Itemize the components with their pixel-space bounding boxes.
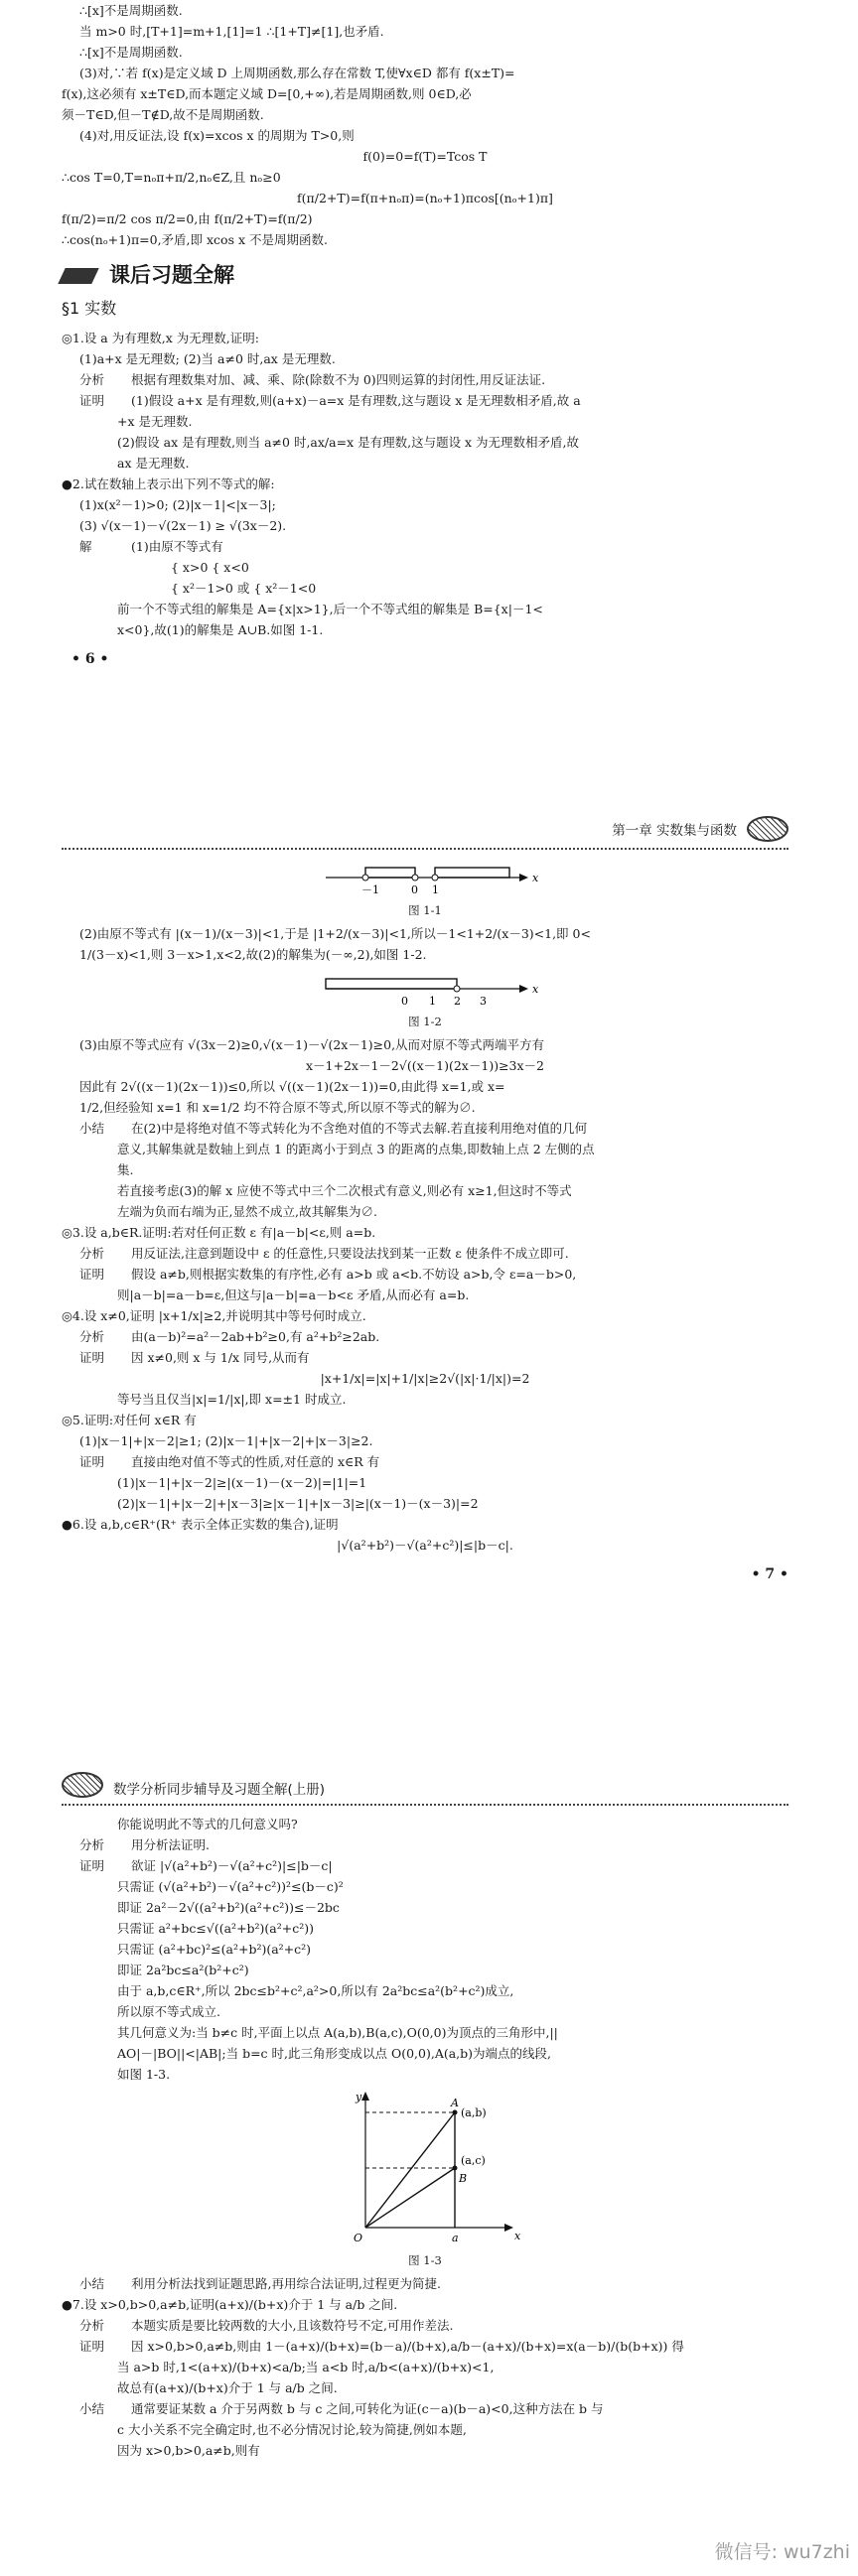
text-line xyxy=(62,1326,788,1347)
step-text: 用反证法,注意到题设中 ε 的任意性,只要设法找到某一正数 ε 使条件不成立即可. xyxy=(131,1246,569,1261)
exercises-2-to-6 xyxy=(62,1034,788,1556)
step-label: 证明 xyxy=(79,1350,105,1365)
step-label: 证明 xyxy=(79,1858,105,1873)
text-line: { x²－1>0 或 { x²－1<0 xyxy=(171,581,317,596)
figure-1-1 xyxy=(62,858,788,919)
step-text: 欲证 |√(a²+b²)－√(a²+c²)|≤|b－c| xyxy=(131,1858,333,1873)
text-line: 左端为负而右端为正,显然不成立,故其解集为∅. xyxy=(117,1204,377,1219)
text-line: ◎4.设 x≠0,证明 |x+1/x|≥2,并说明其中等号何时成立. xyxy=(62,1308,366,1323)
step-text: 在(2)中是将绝对值不等式转化为不含绝对值的不等式去解.若直接利用绝对值的几何 xyxy=(131,1121,588,1136)
text-line xyxy=(62,2315,788,2336)
step-label: 小结 xyxy=(79,2276,105,2291)
text-line: (3)对,∵若 f(x)是定义域 D 上周期函数,那么存在常数 T,使∀x∈D 都有 f(x±T)= xyxy=(79,66,515,80)
point-coord-label: (a,c) xyxy=(461,2154,486,2167)
text-line xyxy=(62,2336,788,2357)
text-line: ●2.试在数轴上表示出下列不等式的解: xyxy=(62,476,275,491)
step-text: 由(a－b)²=a²－2ab+b²≥0,有 a²+b²≥2ab. xyxy=(131,1329,380,1344)
text-line: |x+1/x|=|x|+1/|x|≥2√(|x|·1/|x|)=2 xyxy=(320,1371,530,1386)
text-line: 由于 a,b,c∈R⁺,所以 2bc≤b²+c²,a²>0,所以有 2a²bc≤a²(b²+c²)成立, xyxy=(117,1983,514,1998)
step-label: 小结 xyxy=(79,2401,105,2416)
text-line: 如图 1-3. xyxy=(117,2067,171,2082)
text-line: ∴cos(nₒ+1)π=0,矛盾,即 xcos x 不是周期函数. xyxy=(62,232,328,247)
step-text: 利用分析法找到证题思路,再用综合法证明,过程更为简捷. xyxy=(131,2276,441,2291)
tick-label: 2 xyxy=(454,995,461,1008)
tick-label: a xyxy=(452,2232,459,2244)
step-label: 分析 xyxy=(79,1329,105,1344)
page-number: • 7 • xyxy=(751,1566,788,1582)
step-text: 用分析法证明. xyxy=(131,1837,210,1852)
page-7 xyxy=(0,806,858,1759)
text-line: 须－T∈D,但－T∉D,故不是周期函数. xyxy=(62,107,264,122)
tick-label: 0 xyxy=(401,995,408,1008)
number-line-1-2 xyxy=(306,969,544,1009)
text-line xyxy=(62,1243,788,1264)
text-line: (1)|x－1|+|x－2|≥|(x－1)－(x－2)|=|1|=1 xyxy=(117,1475,367,1490)
text-line: (1)a+x 是无理数; (2)当 a≠0 时,ax 是无理数. xyxy=(79,351,336,366)
section-heading xyxy=(62,260,788,290)
text-line: (4)对,用反证法,设 f(x)=xcos x 的周期为 T>0,则 xyxy=(79,128,355,143)
exercise-2-part-2 xyxy=(62,923,788,965)
text-line: 等号当且仅当|x|=1/|x|,即 x=±1 时成立. xyxy=(117,1392,347,1407)
text-line: 集. xyxy=(117,1162,134,1177)
text-line: 1/2,但经验知 x=1 和 x=1/2 均不符合原不等式,所以原不等式的解为∅. xyxy=(79,1100,476,1115)
step-label: 分析 xyxy=(79,1246,105,1261)
text-line: ∴cos T=0,T=nₒπ+π/2,nₒ∈Z,且 nₒ≥0 xyxy=(62,170,281,185)
figure-1-2 xyxy=(62,969,788,1030)
text-line xyxy=(62,1347,788,1368)
text-line: ∴[x]不是周期函数. xyxy=(79,45,183,60)
step-text: 因 x>0,b>0,a≠b,则由 1－(a+x)/(b+x)=(b－a)/(b+x),a/b－(a+x)/(b+x)=x(a－b)/(b(b+x)) 得 xyxy=(131,2339,684,2354)
text-line: (1)x(x²－1)>0; (2)|x－1|<|x－3|; xyxy=(79,497,276,512)
step-label: 分析 xyxy=(79,2318,105,2333)
step-text: 假设 a≠b,则根据实数集的有序性,必有 a>b 或 a<b.不妨设 a>b,令 ε=a－b>0, xyxy=(131,1267,577,1282)
text-line: 即证 2a²－2√((a²+b²)(a²+c²))≤－2bc xyxy=(117,1900,340,1915)
text-line: f(x),这必须有 x±T∈D,而本题定义域 D=[0,+∞),若是周期函数,则 0∈D,必 xyxy=(62,86,472,101)
text-line: f(0)=0=f(T)=Tcos T xyxy=(362,149,488,164)
subsection-title: §1 实数 xyxy=(62,299,117,318)
watermark: 微信号: wu7zhi xyxy=(714,2541,850,2563)
text-line: 你能说明此不等式的几何意义吗? xyxy=(117,1817,298,1831)
text-line: 只需证 a²+bc≤√((a²+b²)(a²+c²)) xyxy=(117,1921,315,1936)
step-label: 证明 xyxy=(79,1454,105,1469)
text-line: AO|－|BO||<|AB|;当 b=c 时,此三角形变成以点 O(0,0),A(a,b)为端点的线段, xyxy=(117,2046,552,2061)
step-label: 证明 xyxy=(79,393,105,408)
text-line: (3) √(x－1)－√(2x－1) ≥ √(3x－2). xyxy=(79,518,287,533)
axis-label: y xyxy=(356,2091,362,2103)
text-line: 当 m>0 时,[T+1]=m+1,[1]=1 ∴[1+T]≠[1],也矛盾. xyxy=(79,24,384,39)
text-line: c 大小关系不完全确定时,也不必分情况讨论,较为简捷,例如本题, xyxy=(117,2422,467,2437)
tick-label: 0 xyxy=(411,883,418,896)
figure-caption: 图 1-1 xyxy=(408,903,442,917)
text-line: 即证 2a²bc≤a²(b²+c²) xyxy=(117,1963,249,1977)
text-line: 意义,其解集就是数轴上到点 1 的距离小于到点 3 的距离的点集,即数轴上点 2 左侧的点 xyxy=(117,1142,595,1156)
text-line xyxy=(62,2398,788,2419)
text-line xyxy=(62,1834,788,1855)
tick-label: －1 xyxy=(361,883,379,896)
text-line: 1/(3－x)<1,则 3－x>1,x<2,故(2)的解集为(－∞,2),如图 1-2. xyxy=(79,947,427,962)
text-line: (2)|x－1|+|x－2|+|x－3|≥|x－1|+|x－3|≥|(x－1)－(x－3)|=2 xyxy=(117,1496,479,1511)
header-divider xyxy=(62,848,788,850)
text-line xyxy=(62,1264,788,1285)
text-line: { x>0 { x<0 xyxy=(171,560,249,575)
text-line: 若直接考虑(3)的解 x 应使不等式中三个二次根式有意义,则必有 x≥1,但这时不等式 xyxy=(117,1183,572,1198)
text-line: ax 是无理数. xyxy=(117,456,190,471)
text-line: ●7.设 x>0,b>0,a≠b,证明(a+x)/(b+x)介于 1 与 a/b 之间. xyxy=(62,2297,398,2312)
book-logo-icon xyxy=(747,816,788,842)
exercises-1-2 xyxy=(62,328,788,640)
axis-label: x xyxy=(532,872,539,884)
text-line: (3)由原不等式应有 √(3x－2)≥0,√(x－1)－√(2x－1)≥0,从而对原不等式两端平方有 xyxy=(79,1037,545,1052)
number-line-1-1 xyxy=(306,858,544,897)
text-line: 则|a－b|=a－b=ε,但这与|a－b|=a－b<ε 矛盾,从而必有 a=b. xyxy=(117,1288,470,1302)
exercise-6-proof xyxy=(62,1814,788,2085)
text-line: ◎5.证明:对任何 x∈R 有 xyxy=(62,1413,197,1427)
step-text: 根据有理数集对加、减、乘、除(除数不为 0)四则运算的封闭性,用反证法证. xyxy=(131,372,546,387)
text-line: ●6.设 a,b,c∈R⁺(R⁺ 表示全体正实数的集合),证明 xyxy=(62,1517,339,1532)
text-line xyxy=(62,1118,788,1139)
chapter-title: 第一章 实数集与函数 xyxy=(612,823,737,839)
text-line: (1)|x－1|+|x－2|≥1; (2)|x－1|+|x－2|+|x－3|≥2. xyxy=(79,1433,373,1448)
tick-label: 3 xyxy=(480,995,487,1008)
text-line: +x 是无理数. xyxy=(117,414,193,429)
text-line xyxy=(62,390,788,411)
pen-icon xyxy=(58,268,98,284)
point-label: B xyxy=(459,2172,468,2185)
text-line: (2)假设 ax 是有理数,则当 a≠0 时,ax/a=x 是有理数,这与题设 x 为无理数相矛盾,故 xyxy=(117,435,580,450)
text-line: 当 a>b 时,1<(a+x)/(b+x)<a/b;当 a<b 时,a/b<(a+x)/(b+x)<1, xyxy=(117,2360,495,2374)
tick-label: 1 xyxy=(429,995,436,1008)
text-line: 前一个不等式组的解集是 A={x|x>1},后一个不等式组的解集是 B={x|－1< xyxy=(117,602,543,616)
text-line: (2)由原不等式有 |(x－1)/(x－3)|<1,于是 |1+2/(x－3)|<1,所以－1<1+2/(x－3)<1,即 0< xyxy=(79,926,591,941)
axis-label: x xyxy=(514,2230,521,2242)
text-line: 因此有 2√((x－1)(2x－1))≤0,所以 √((x－1)(2x－1))=0,由此得 x=1,或 x= xyxy=(79,1079,505,1094)
exercise-4-solution xyxy=(62,63,788,250)
step-label: 分析 xyxy=(79,1837,105,1852)
figure-1-3 xyxy=(62,2089,788,2269)
step-label: 分析 xyxy=(79,372,105,387)
text-line: 所以原不等式成立. xyxy=(117,2004,220,2019)
text-line: |√(a²+b²)－√(a²+c²)|≤|b－c|. xyxy=(337,1538,513,1553)
text-line: ◎1.设 a 为有理数,x 为无理数,证明: xyxy=(62,331,259,345)
header-divider xyxy=(62,1804,788,1806)
text-line: ◎3.设 a,b∈R.证明:若对任何正数 ε 有|a－b|<ε,则 a=b. xyxy=(62,1225,376,1240)
page-8 xyxy=(0,1762,858,2576)
step-label: 解 xyxy=(79,539,92,554)
text-line: x－1+2x－1－2√((x－1)(2x－1))≥3x－2 xyxy=(306,1058,544,1073)
tick-label: 1 xyxy=(432,883,439,896)
triangle-diagram xyxy=(326,2089,524,2247)
text-line: 只需证 (√(a²+b²)－√(a²+c²))²≤(b－c)² xyxy=(117,1879,344,1894)
step-label: 证明 xyxy=(79,1267,105,1282)
step-text: 因 x≠0,则 x 与 1/x 同号,从而有 xyxy=(131,1350,310,1365)
text-line: 因为 x>0,b>0,a≠b,则有 xyxy=(117,2443,260,2458)
text-line xyxy=(62,536,788,557)
step-label: 证明 xyxy=(79,2339,105,2354)
chapter-header xyxy=(62,806,788,846)
point-label: A xyxy=(451,2097,459,2109)
page-number: • 6 • xyxy=(72,651,109,667)
step-text: 通常要证某数 a 介于另两数 b 与 c 之间,可转化为证(c－a)(b－a)<0,这种方法在 b 与 xyxy=(131,2401,604,2416)
step-text: (1)由原不等式有 xyxy=(131,539,223,554)
text-line: f(π/2+T)=f(π+nₒπ)=(nₒ+1)πcos[(nₒ+1)π] xyxy=(297,191,553,205)
text-line: 只需证 (a²+bc)²≤(a²+b²)(a²+c²) xyxy=(117,1942,312,1957)
step-label: 小结 xyxy=(79,1121,105,1136)
axis-label: x xyxy=(532,983,539,996)
text-line xyxy=(62,1855,788,1876)
book-header xyxy=(62,1762,788,1802)
text-line: 故总有(a+x)/(b+x)介于 1 与 a/b 之间. xyxy=(117,2380,338,2395)
text-line: f(π/2)=π/2 cos π/2=0,由 f(π/2+T)=f(π/2) xyxy=(62,211,313,226)
step-text: (1)假设 a+x 是有理数,则(a+x)－a=x 是有理数,这与题设 x 是无理数相矛盾,故 a xyxy=(131,393,581,408)
continued-solution xyxy=(62,0,788,63)
text-line: ∴[x]不是周期函数. xyxy=(79,3,183,18)
figure-caption: 图 1-2 xyxy=(408,1015,442,1028)
section-title-text: 课后习题全解 xyxy=(109,263,234,287)
text-line: 其几何意义为:当 b≠c 时,平面上以点 A(a,b),B(a,c),O(0,0)为顶点的三角形中,|| xyxy=(117,2025,558,2040)
book-title: 数学分析同步辅导及习题全解(上册) xyxy=(113,1782,326,1798)
book-logo-icon xyxy=(62,1772,103,1798)
text-line xyxy=(62,2273,788,2294)
origin-label: O xyxy=(354,2232,363,2244)
text-line xyxy=(62,1451,788,1472)
page-6 xyxy=(0,0,858,804)
step-text: 直接由绝对值不等式的性质,对任意的 x∈R 有 xyxy=(131,1454,380,1469)
text-line: x<0},故(1)的解集是 A∪B.如图 1-1. xyxy=(117,622,324,637)
step-text: 本题实质是要比较两数的大小,且该数符号不定,可用作差法. xyxy=(131,2318,454,2333)
text-line xyxy=(62,369,788,390)
exercise-7 xyxy=(62,2273,788,2461)
figure-caption: 图 1-3 xyxy=(408,2253,442,2267)
point-coord-label: (a,b) xyxy=(461,2106,487,2119)
